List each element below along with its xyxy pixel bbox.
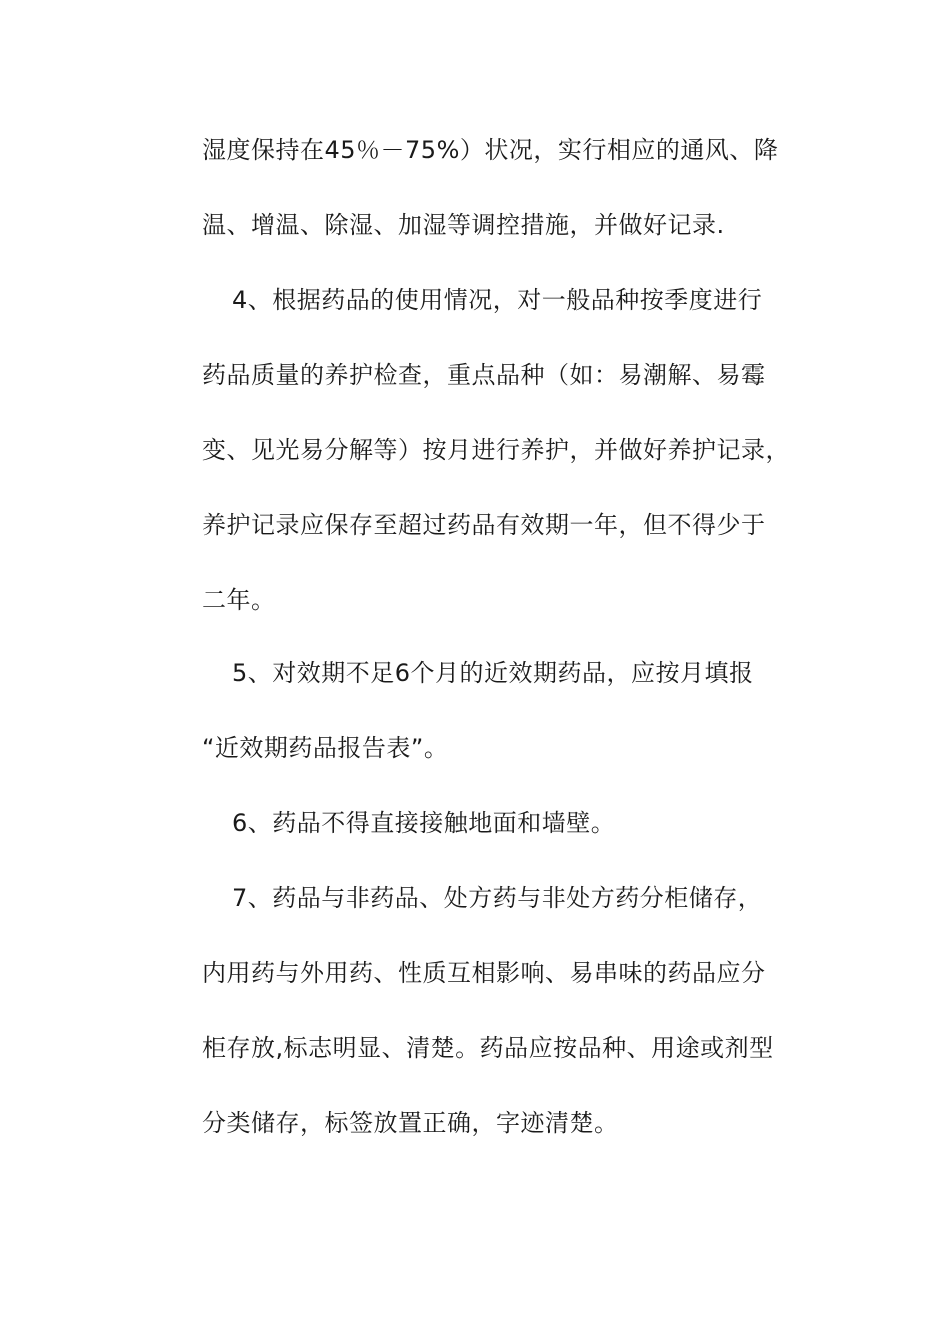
- item-6-line: 6、药品不得直接接触地面和墙壁。: [232, 809, 616, 837]
- body-line: 分类储存，标签放置正确，字迹清楚。: [202, 1109, 619, 1137]
- item-4-line: 4、根据药品的使用情况，对一般品种按季度进行: [232, 286, 763, 314]
- body-line: “近效期药品报告表”。: [202, 734, 449, 762]
- body-line: 温、增温、除湿、加湿等调控措施，并做好记录.: [202, 211, 725, 239]
- body-line: 湿度保持在45％－75%）状况，实行相应的通风、降: [202, 136, 779, 164]
- body-line: 二年。: [202, 586, 276, 614]
- body-line: 变、见光易分解等）按月进行养护，并做好养护记录，: [202, 436, 790, 464]
- body-line: 药品质量的养护检查，重点品种（如：易潮解、易霉: [202, 361, 766, 389]
- item-7-line: 7、药品与非药品、处方药与非处方药分柜储存，: [232, 884, 763, 912]
- body-line: 养护记录应保存至超过药品有效期一年，但不得少于: [202, 511, 766, 539]
- body-line: 内用药与外用药、性质互相影响、易串味的药品应分: [202, 959, 766, 987]
- item-5-line: 5、对效期不足6个月的近效期药品，应按月填报: [232, 659, 754, 687]
- body-line: 柜存放,标志明显、清楚。药品应按品种、用途或剂型: [202, 1034, 774, 1062]
